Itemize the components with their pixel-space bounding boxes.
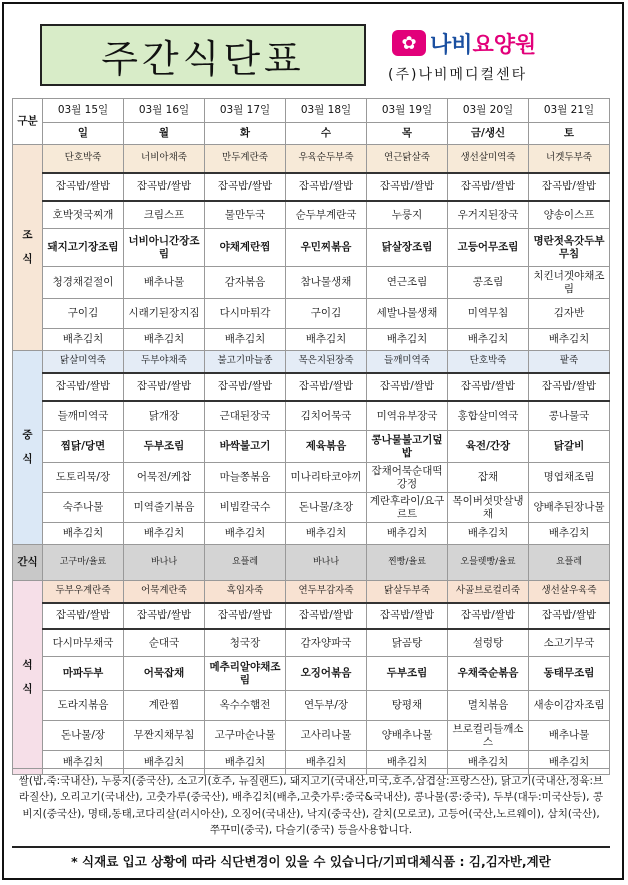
soup-cell: 연두부감자죽 <box>286 581 367 603</box>
breakfast-label <box>13 145 43 351</box>
menu-cell: 양배추된장나물 <box>529 493 610 523</box>
menu-cell: 두부조림 <box>124 431 205 463</box>
menu-cell: 고구마순나물 <box>205 721 286 751</box>
menu-cell: 비빔칼국수 <box>205 493 286 523</box>
menu-cell: 새송이감자조림 <box>529 691 610 721</box>
snack-cell: 고구마/율료 <box>43 545 124 581</box>
menu-cell: 잡곡밥/쌀밥 <box>286 603 367 629</box>
origin-info: 쌀(밥,죽:국내산), 누룽지(중국산), 소고기(호주, 뉴질랜드), 돼지고기(국내산,미국,호주,삼겹살:프랑스산), 닭고기(국내산,정육:브라질산), 오리고기(국내산), 고춧가루(중국산), 배추김치(배추,고춧가루:중국&국내산), 콩나물(콩:중국), 두부(대두:미국산등), 콩비지(중국산), 명태,동태,코다리살(러시아산), 오징어(국내산), 낙지(중국산), 갈치(모로코), 고등어(국산,노르웨이), 삼치(국산), 쭈꾸미(중국), 다슬기(중국) 등을사용합니다. <box>12 768 610 842</box>
weekly-menu-table <box>12 98 610 775</box>
menu-cell: 잡곡밥/쌀밥 <box>43 603 124 629</box>
menu-cell: 배추김치 <box>529 329 610 351</box>
menu-cell: 연근조림 <box>367 267 448 299</box>
date-cell: 03월 19일 <box>367 99 448 123</box>
menu-cell: 누룽지 <box>367 201 448 229</box>
menu-cell: 감자볶음 <box>205 267 286 299</box>
soup-cell: 불고기마늘종 <box>205 351 286 373</box>
menu-cell: 잡곡밥/쌀밥 <box>286 373 367 401</box>
menu-cell: 크림스프 <box>124 201 205 229</box>
day-row <box>13 123 610 145</box>
menu-cell: 미역유부장국 <box>367 401 448 431</box>
soup-cell: 만두계란죽 <box>205 145 286 173</box>
menu-cell: 잡곡밥/쌀밥 <box>124 173 205 201</box>
date-cell: 03월 17일 <box>205 99 286 123</box>
day-cell: 일 <box>43 123 124 145</box>
menu-cell: 배추김치 <box>286 329 367 351</box>
menu-cell: 구이김 <box>43 299 124 329</box>
menu-cell: 마파두부 <box>43 657 124 691</box>
logo-name-blue: 나비 <box>430 33 473 58</box>
menu-cell: 옥수수햄전 <box>205 691 286 721</box>
menu-cell: 육전/간장 <box>448 431 529 463</box>
day-cell: 수 <box>286 123 367 145</box>
menu-cell: 잡곡밥/쌀밥 <box>43 373 124 401</box>
soup-cell: 단호박죽 <box>448 351 529 373</box>
gubun-label: 구분 <box>13 99 43 145</box>
menu-cell: 배추김치 <box>367 751 448 775</box>
date-cell: 03월 16일 <box>124 99 205 123</box>
soup-cell: 너비아채죽 <box>124 145 205 173</box>
menu-cell: 탕평채 <box>367 691 448 721</box>
menu-cell: 잡곡밥/쌀밥 <box>367 603 448 629</box>
menu-cell: 메추리알야채조림 <box>205 657 286 691</box>
menu-cell: 잡곡밥/쌀밥 <box>43 173 124 201</box>
breakfast-row-4 <box>13 267 610 299</box>
soup-cell: 생선살우육죽 <box>529 581 610 603</box>
soup-cell: 우육순두부죽 <box>286 145 367 173</box>
menu-cell: 잡곡밥/쌀밥 <box>367 173 448 201</box>
menu-cell: 순두부계란국 <box>286 201 367 229</box>
menu-cell: 배추김치 <box>286 523 367 545</box>
menu-cell: 명엽채조림 <box>529 463 610 493</box>
menu-cell: 닭갈비 <box>529 431 610 463</box>
menu-cell: 순대국 <box>124 629 205 657</box>
menu-cell: 닭곰탕 <box>367 629 448 657</box>
breakfast-soup-row <box>13 145 610 173</box>
menu-cell: 잡곡밥/쌀밥 <box>529 603 610 629</box>
menu-cell: 두부조림 <box>367 657 448 691</box>
menu-cell: 배추김치 <box>286 751 367 775</box>
menu-cell: 배추김치 <box>43 329 124 351</box>
menu-cell: 김자반 <box>529 299 610 329</box>
menu-cell: 계란찜 <box>124 691 205 721</box>
menu-cell: 배추김치 <box>205 523 286 545</box>
menu-cell: 닭개장 <box>124 401 205 431</box>
snack-cell: 요플레 <box>529 545 610 581</box>
menu-cell: 구이김 <box>286 299 367 329</box>
menu-cell: 우채죽순볶음 <box>448 657 529 691</box>
menu-cell: 배추김치 <box>367 329 448 351</box>
menu-cell: 무짠지채무침 <box>124 721 205 751</box>
menu-cell: 잡곡밥/쌀밥 <box>529 373 610 401</box>
date-row <box>13 99 610 123</box>
breakfast-row-6 <box>13 329 610 351</box>
menu-cell: 배추김치 <box>448 329 529 351</box>
menu-cell: 동태무조림 <box>529 657 610 691</box>
menu-cell: 배추김치 <box>367 523 448 545</box>
menu-cell: 미역줄기볶음 <box>124 493 205 523</box>
menu-cell: 미나리타코야끼 <box>286 463 367 493</box>
menu-cell: 배추김치 <box>448 751 529 775</box>
snack-cell: 바나나 <box>286 545 367 581</box>
lunch-label-char: 식 <box>22 452 33 465</box>
menu-cell: 마늘쫑볶음 <box>205 463 286 493</box>
menu-cell: 배추김치 <box>529 523 610 545</box>
day-cell: 목 <box>367 123 448 145</box>
dinner-row-3 <box>13 657 610 691</box>
menu-cell: 잡곡밥/쌀밥 <box>448 173 529 201</box>
dinner-row-5 <box>13 721 610 751</box>
logo <box>384 20 604 88</box>
soup-cell: 연근닭살죽 <box>367 145 448 173</box>
day-cell: 토 <box>529 123 610 145</box>
menu-cell: 우민찌볶음 <box>286 229 367 267</box>
menu-cell: 배추나물 <box>124 267 205 299</box>
menu-cell: 야채계란찜 <box>205 229 286 267</box>
menu-cell: 멸치볶음 <box>448 691 529 721</box>
menu-cell: 양송이스프 <box>529 201 610 229</box>
snack-row <box>13 545 610 581</box>
menu-cell: 양배추나물 <box>367 721 448 751</box>
lunch-label-char: 중 <box>22 429 33 442</box>
menu-cell: 시래기된장지짐 <box>124 299 205 329</box>
page-title: 주간식단표 <box>40 24 366 86</box>
menu-cell: 도토리묵/장 <box>43 463 124 493</box>
lunch-row-5 <box>13 493 610 523</box>
menu-cell: 배추김치 <box>205 751 286 775</box>
menu-cell: 콩조림 <box>448 267 529 299</box>
date-cell: 03월 15일 <box>43 99 124 123</box>
menu-cell: 배추김치 <box>448 523 529 545</box>
date-cell: 03월 18일 <box>286 99 367 123</box>
menu-cell: 배추김치 <box>529 751 610 775</box>
menu-cell: 배추김치 <box>43 751 124 775</box>
soup-cell: 팥죽 <box>529 351 610 373</box>
menu-cell: 명란젓옥갓두부무침 <box>529 229 610 267</box>
menu-cell: 잡곡밥/쌀밥 <box>367 373 448 401</box>
lunch-label <box>13 351 43 545</box>
date-cell: 03월 21일 <box>529 99 610 123</box>
menu-cell: 목이버섯맛살냉채 <box>448 493 529 523</box>
menu-cell: 잡곡밥/쌀밥 <box>448 603 529 629</box>
menu-cell: 물만두국 <box>205 201 286 229</box>
lunch-row-2 <box>13 401 610 431</box>
snack-label: 간식 <box>13 545 43 581</box>
butterfly-icon: ✿ <box>392 30 426 56</box>
menu-cell: 잡채어묵순대떡강정 <box>367 463 448 493</box>
snack-cell: 오믈렛빵/율료 <box>448 545 529 581</box>
menu-cell: 잡곡밥/쌀밥 <box>529 173 610 201</box>
lunch-row-6 <box>13 523 610 545</box>
menu-cell: 닭살장조림 <box>367 229 448 267</box>
menu-cell: 숙주나물 <box>43 493 124 523</box>
menu-cell: 어묵잡채 <box>124 657 205 691</box>
menu-cell: 근대된장국 <box>205 401 286 431</box>
breakfast-row-5 <box>13 299 610 329</box>
menu-cell: 돼지고기장조림 <box>43 229 124 267</box>
soup-cell: 들깨미역죽 <box>367 351 448 373</box>
lunch-row-3 <box>13 431 610 463</box>
menu-cell: 배추김치 <box>124 329 205 351</box>
menu-cell: 찜닭/당면 <box>43 431 124 463</box>
soup-cell: 닭살미역죽 <box>43 351 124 373</box>
menu-cell: 세발나물생채 <box>367 299 448 329</box>
menu-cell: 배추김치 <box>124 751 205 775</box>
menu-cell: 콩나물불고기덮밥 <box>367 431 448 463</box>
soup-cell: 흑임자죽 <box>205 581 286 603</box>
menu-cell: 잡곡밥/쌀밥 <box>286 173 367 201</box>
menu-cell: 우거지된장국 <box>448 201 529 229</box>
menu-cell: 제육볶음 <box>286 431 367 463</box>
menu-cell: 감자양파국 <box>286 629 367 657</box>
menu-cell: 참나물생채 <box>286 267 367 299</box>
breakfast-row-2 <box>13 201 610 229</box>
menu-cell: 잡곡밥/쌀밥 <box>205 173 286 201</box>
menu-cell: 계란후라이/요구르트 <box>367 493 448 523</box>
snack-cell: 바나나 <box>124 545 205 581</box>
dinner-label <box>13 581 43 775</box>
menu-cell: 콩나물국 <box>529 401 610 431</box>
soup-cell: 닭살두부죽 <box>367 581 448 603</box>
soup-cell: 두부우계란죽 <box>43 581 124 603</box>
soup-cell: 어묵계란죽 <box>124 581 205 603</box>
breakfast-label-char: 식 <box>22 252 33 265</box>
menu-cell: 잡곡밥/쌀밥 <box>124 603 205 629</box>
menu-cell: 잡곡밥/쌀밥 <box>205 603 286 629</box>
menu-cell: 다시마튀각 <box>205 299 286 329</box>
dinner-row-2 <box>13 629 610 657</box>
lunch-row-1 <box>13 373 610 401</box>
logo-name <box>430 28 536 59</box>
menu-cell: 김치어묵국 <box>286 401 367 431</box>
menu-cell: 다시마무채국 <box>43 629 124 657</box>
menu-cell: 배추김치 <box>43 523 124 545</box>
dinner-label-char: 석 <box>22 659 33 672</box>
menu-cell: 치킨너겟야채조림 <box>529 267 610 299</box>
lunch-soup-row <box>13 351 610 373</box>
menu-cell: 고사리나물 <box>286 721 367 751</box>
menu-cell: 청국장 <box>205 629 286 657</box>
menu-cell: 청경채겉절이 <box>43 267 124 299</box>
menu-cell: 잡곡밥/쌀밥 <box>124 373 205 401</box>
menu-change-notice: * 식재료 입고 상황에 따라 식단변경이 있을 수 있습니다/기피대체식품 : 김,김자반,계란 <box>12 846 610 870</box>
menu-cell: 어묵전/케찹 <box>124 463 205 493</box>
menu-cell: 돈나물/장 <box>43 721 124 751</box>
menu-cell: 너비아니간장조림 <box>124 229 205 267</box>
dinner-row-4 <box>13 691 610 721</box>
logo-name-pink: 요양원 <box>472 33 537 58</box>
menu-cell: 소고기무국 <box>529 629 610 657</box>
soup-cell: 단호박죽 <box>43 145 124 173</box>
menu-cell: 잡채 <box>448 463 529 493</box>
menu-cell: 도라지볶음 <box>43 691 124 721</box>
menu-cell: 호박젓국찌개 <box>43 201 124 229</box>
menu-cell: 바싹불고기 <box>205 431 286 463</box>
day-cell: 월 <box>124 123 205 145</box>
date-cell: 03월 20일 <box>448 99 529 123</box>
menu-cell: 홍합살미역국 <box>448 401 529 431</box>
breakfast-row-1 <box>13 173 610 201</box>
menu-cell: 배추나물 <box>529 721 610 751</box>
lunch-row-4 <box>13 463 610 493</box>
soup-cell: 생선살미역죽 <box>448 145 529 173</box>
soup-cell: 목은지된장죽 <box>286 351 367 373</box>
breakfast-row-3 <box>13 229 610 267</box>
dinner-label-char: 식 <box>22 682 33 695</box>
dinner-soup-row <box>13 581 610 603</box>
snack-cell: 찐빵/율료 <box>367 545 448 581</box>
soup-cell: 사골브로컬리죽 <box>448 581 529 603</box>
logo-subtitle: (주)나비메디컬센타 <box>388 67 528 83</box>
dinner-row-1 <box>13 603 610 629</box>
menu-cell: 설렁탕 <box>448 629 529 657</box>
menu-cell: 오징어볶음 <box>286 657 367 691</box>
snack-cell: 요플레 <box>205 545 286 581</box>
menu-cell: 배추김치 <box>205 329 286 351</box>
menu-cell: 잡곡밥/쌀밥 <box>448 373 529 401</box>
soup-cell: 두부야채죽 <box>124 351 205 373</box>
day-cell: 금/생신 <box>448 123 529 145</box>
menu-cell: 돈나물/초장 <box>286 493 367 523</box>
menu-cell: 잡곡밥/쌀밥 <box>205 373 286 401</box>
menu-cell: 미역무침 <box>448 299 529 329</box>
day-cell: 화 <box>205 123 286 145</box>
menu-cell: 브로컬리들깨소스 <box>448 721 529 751</box>
menu-cell: 고등어무조림 <box>448 229 529 267</box>
soup-cell: 너겟두부죽 <box>529 145 610 173</box>
breakfast-label-char: 조 <box>22 229 33 242</box>
menu-cell: 들깨미역국 <box>43 401 124 431</box>
menu-cell: 연두부/장 <box>286 691 367 721</box>
menu-cell: 배추김치 <box>124 523 205 545</box>
